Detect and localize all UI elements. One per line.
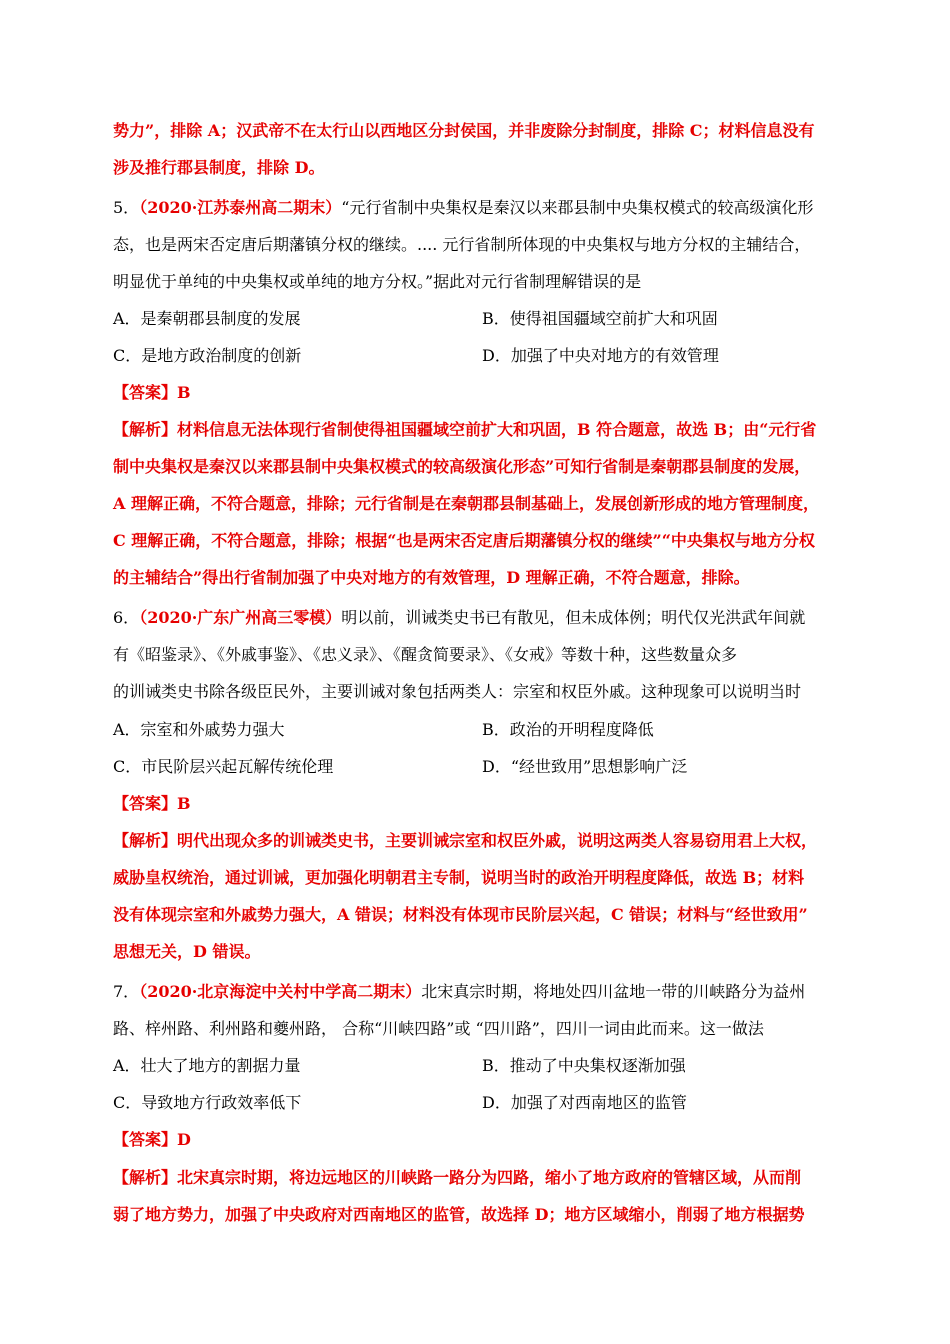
analysis-text: 北宋真宗时期，将边远地区的川峡路一路分为四路，缩小了地方政府的管辖区域，从而削	[177, 1168, 802, 1187]
option-b: B．政治的开明程度降低	[482, 720, 654, 739]
option-b: B．使得祖国疆域空前扩大和巩固	[482, 309, 718, 328]
analysis-text: 明代出现众多的训诫类史书，主要训诫宗室和权臣外戚，说明这两类人容易窃用君上大权，	[177, 831, 818, 850]
option-d: D．“经世致用”思想影响广泛	[482, 757, 688, 776]
analysis-text: 材料信息无法体现行省制使得祖国疆域空前扩大和巩固，B 符合题意，故选 B；由“元行省	[177, 420, 817, 439]
answer-label: 【答案】B	[113, 794, 191, 813]
carryover-analysis	[113, 112, 843, 186]
question-6-first-line	[113, 599, 843, 636]
analysis-label: 【解析】	[113, 420, 178, 439]
question-number: 6．	[113, 608, 140, 627]
analysis-label: 【解析】	[113, 831, 178, 850]
option-c: C．导致地方行政效率低下	[113, 1093, 302, 1112]
stem-line: 的训诫类史书除各级臣民外，主要训诫对象包括两类人：宗室和权臣外戚。这种现象可以说明当时	[113, 682, 802, 701]
analysis-line: 威胁皇权统治，通过训诫，更加强化明朝君主专制，说明当时的政治开明程度降低，故选 B；材料	[113, 868, 805, 887]
answer-label: 【答案】D	[113, 1130, 191, 1149]
option-c: C．市民阶层兴起瓦解传统伦理	[113, 757, 334, 776]
stem-text: “元行省制中央集权是秦汉以来郡县制中央集权模式的较高级演化形	[341, 198, 814, 217]
analysis-first-line	[113, 1159, 843, 1196]
stem-line: 明显优于单纯的中央集权或单纯的地方分权。”据此对元行省制理解错误的是	[113, 272, 642, 291]
question-5-stem	[113, 189, 843, 300]
option-d: D．加强了对西南地区的监管	[482, 1093, 687, 1112]
analysis-first-line	[113, 822, 843, 859]
question-5-first-line	[113, 189, 843, 226]
question-6-stem	[113, 599, 843, 710]
carryover-line: 势力”，排除 A；汉武帝不在太行山以西地区分封侯国，并非废除分封制度，排除 C；材料信息没有	[113, 121, 815, 140]
analysis-line: C 理解正确，不符合题意，排除；根据“也是两宋否定唐后期藩镇分权的继续”“中央集权与地方分权	[113, 531, 815, 550]
analysis	[113, 822, 843, 970]
analysis-first-line	[113, 411, 843, 448]
analysis-label: 【解析】	[113, 1168, 178, 1187]
question-number: 7．	[113, 982, 140, 1001]
option-d: D．加强了中央对地方的有效管理	[482, 346, 719, 365]
question-7-first-line	[113, 973, 843, 1010]
analysis	[113, 1159, 843, 1233]
stem-text: 北宋真宗时期，将地处四川盆地一带的川峡路分为益州	[421, 982, 806, 1001]
stem-text: 明以前，训诫类史书已有散见，但未成体例；明代仅光洪武年间就	[341, 608, 806, 627]
option-a: A．壮大了地方的割据力量	[113, 1056, 301, 1075]
question-7-stem	[113, 973, 843, 1047]
carryover-line: 涉及推行郡县制度，排除 D。	[113, 158, 325, 177]
analysis-line: 没有体现宗室和外戚势力强大，A 错误；材料没有体现市民阶层兴起，C 错误；材料与“经世致用”	[113, 905, 808, 924]
analysis-line: 的主辅结合”得出行省制加强了中央对地方的有效管理，D 理解正确，不符合题意，排除。	[113, 568, 750, 587]
stem-line: 态，也是两宋否定唐后期藩镇分权的继续。.... 元行省制所体现的中央集权与地方分权的主辅结合，	[113, 235, 811, 254]
analysis-line: 思想无关，D 错误。	[113, 942, 261, 961]
question-number: 5．	[113, 198, 140, 217]
stem-line: 路、梓州路、利州路和夔州路， 合称“川峡四路”或 “四川路”，四川一词由此而来。这一做法	[113, 1019, 764, 1038]
option-b: B．推动了中央集权逐渐加强	[482, 1056, 686, 1075]
answer-label: 【答案】B	[113, 383, 191, 402]
question-source: （2020·北京海淀中关村中学高二期末）	[139, 982, 422, 1001]
analysis-line: A 理解正确，不符合题意，排除；元行省制是在秦朝郡县制基础上，发展创新形成的地方管理制度，	[113, 494, 819, 513]
stem-line: 有《昭鉴录》、《外戚事鉴》、《忠义录》、《醒贪简要录》、《女戒》等数十种，这些数量众多	[113, 645, 738, 664]
question-source: （2020·江苏泰州高二期末）	[139, 198, 342, 217]
question-source: （2020·广东广州高三零模）	[139, 608, 342, 627]
option-a: A．是秦朝郡县制度的发展	[113, 309, 301, 328]
option-c: C．是地方政治制度的创新	[113, 346, 302, 365]
analysis	[113, 411, 843, 596]
analysis-line: 制中央集权是秦汉以来郡县制中央集权模式的较高级演化形态”可知行省制是秦朝郡县制度的发展，	[113, 457, 811, 476]
analysis-line: 弱了地方势力，加强了中央政府对西南地区的监管，故选择 D；地方区域缩小，削弱了地方根据势	[113, 1205, 805, 1224]
option-a: A．宗室和外戚势力强大	[113, 720, 285, 739]
